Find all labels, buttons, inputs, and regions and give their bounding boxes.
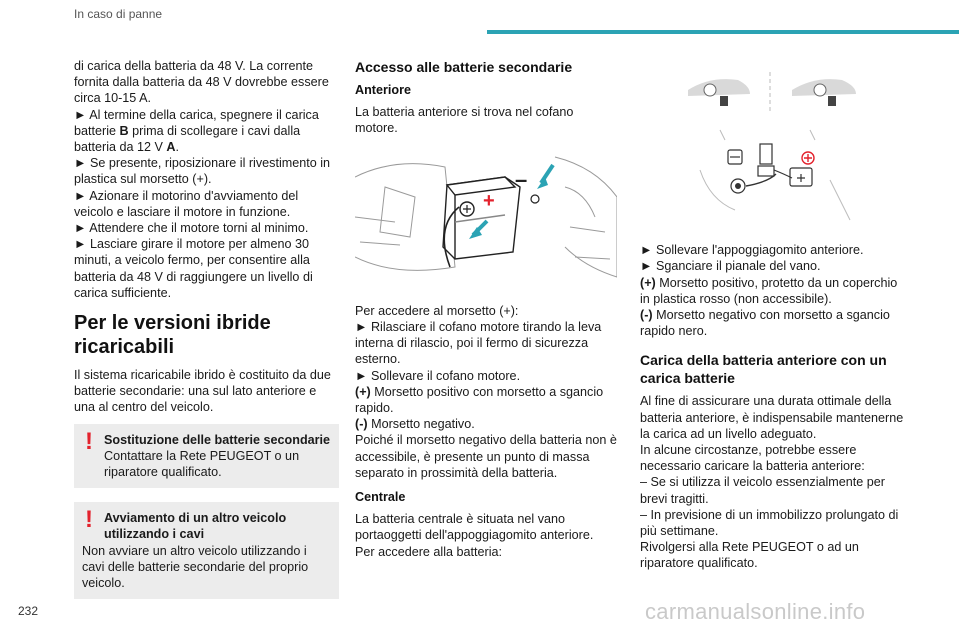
warning-box — [74, 424, 339, 489]
terminal-positive: (+) Morsetto positivo con morsetto a sgancio rapido. — [355, 384, 604, 416]
watermark: carmanualsonline.info — [645, 599, 866, 624]
paragraph: Per accedere al morsetto (+): — [355, 303, 519, 318]
section-header: In caso di panne — [74, 7, 163, 21]
paragraph: In alcune circostanze, potrebbe essere necessario caricare la batteria anteriore: — [640, 443, 865, 474]
exclamation-icon: ! — [85, 427, 93, 455]
paragraph: di carica della batteria da 48 V. La corrente fornita dalla batteria da 48 V dovrebbe essere circa 10-15 A. — [74, 59, 329, 106]
step: ► Lasciare girare il motore per almeno 30 minuti, a veicolo fermo, per consentire alla batteria da 48 V di raggiungere un livello di carica sufficiente. — [74, 237, 313, 300]
step: ► Attendere che il motore torni al minimo. — [74, 221, 309, 236]
list-item: – Se si utilizza il veicolo essenzialmente per brevi tragitti. — [640, 475, 885, 506]
step: ► Se presente, riposizionare il rivestimento in plastica sul morsetto (+). — [74, 156, 331, 187]
warning-title: Avviamento di un altro veicolo utilizzando i cavi — [104, 511, 287, 542]
paragraph: Al fine di assicurare una durata ottimale della batteria anteriore, è indispensabile mantenerne la carica ad un livello adeguato. — [640, 394, 904, 441]
step: ► Sganciare il pianale del vano. — [640, 259, 821, 274]
step: ► Azionare il motorino d'avviamento del veicolo e lasciare il motore in funzione. — [74, 188, 299, 219]
list-item: – In previsione di un immobilizzo prolungato di più settimane. — [640, 507, 899, 539]
exclamation-icon: ! — [85, 506, 93, 534]
header-accent-bar — [487, 30, 959, 34]
step: ► Sollevare l'appoggiagomito anteriore. — [640, 243, 864, 258]
section-title: Accesso alle batterie secondarie — [355, 59, 573, 75]
column-1 — [74, 58, 339, 599]
terminal-negative: (-) Morsetto negativo. — [355, 417, 475, 432]
engine-bay-illustration — [355, 147, 617, 287]
paragraph: Poiché il morsetto negativo della batteria non è accessibile, è presente un punto di massa separato in prossimità della batteria. — [355, 433, 617, 480]
subsection-title: Anteriore — [355, 83, 411, 97]
step-turn-off-charger: ► Al termine della carica, spegnere il carica batterie B prima di scollegare i cavi dalla batteria da 12 V A. — [74, 107, 319, 155]
section-title: Carica della batteria anteriore con un carica batterie — [640, 352, 887, 387]
paragraph: Per accedere alla batteria: — [355, 544, 503, 559]
center-battery-illustration — [680, 70, 870, 230]
page-number: 232 — [18, 604, 39, 618]
paragraph: Rivolgersi alla Rete PEUGEOT o ad un riparatore qualificato. — [640, 540, 859, 571]
warning-title: Sostituzione delle batterie secondarie — [104, 432, 331, 447]
section-title: Per le versioni ibride ricaricabili — [74, 312, 271, 359]
plus-symbol: + — [483, 189, 495, 212]
warning-body: Contattare la Rete PEUGEOT o un riparatore qualificato. — [104, 448, 300, 480]
paragraph: La batteria anteriore si trova nel cofano motore. — [355, 105, 574, 136]
column-3 — [640, 68, 910, 572]
paragraph: Il sistema ricaricabile ibrido è costituito da due batterie secondarie: una sul lato anteriore e una al centro del veicolo. — [74, 368, 331, 415]
step: ► Rilasciare il cofano motore tirando la leva interna di rilascio, poi il fermo di sicurezza esterno. — [355, 320, 602, 367]
warning-body: Non avviare un altro veicolo utilizzando i cavi delle batterie secondarie del proprio veicolo. — [82, 543, 309, 591]
step: ► Sollevare il cofano motore. — [355, 368, 521, 383]
column-2 — [355, 58, 617, 560]
warning-box — [74, 502, 339, 599]
terminal-negative: (-) Morsetto negativo con morsetto a sgancio rapido nero. — [640, 308, 890, 339]
subsection-title: Centrale — [355, 490, 406, 505]
paragraph: La batteria centrale è situata nel vano portaoggetti dell'appoggiagomito anteriore. — [355, 512, 594, 543]
minus-symbol: – — [515, 166, 528, 192]
terminal-positive: (+) Morsetto positivo, protetto da un coperchio in plastica rosso (non accessibile). — [640, 275, 898, 306]
